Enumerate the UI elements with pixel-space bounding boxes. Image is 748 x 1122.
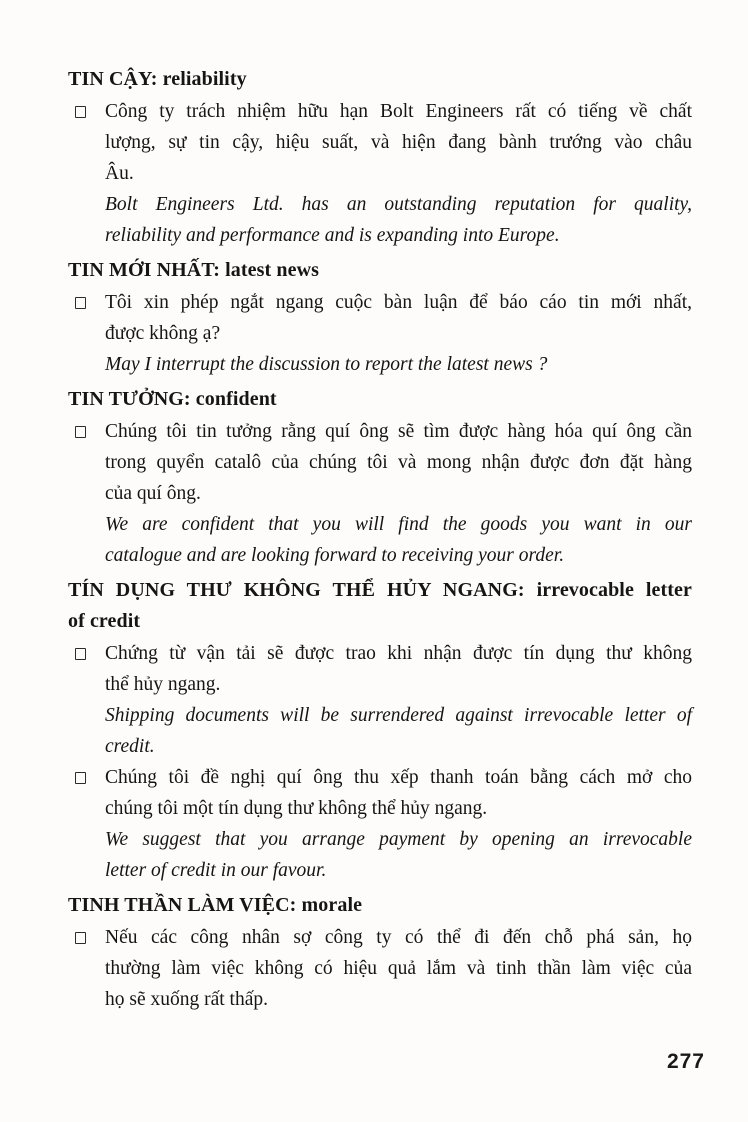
vietnamese-sentence-line: Chúng tôi tin tưởng rằng quí ông sẽ tìm được hàng hóa quí ông cần (105, 421, 692, 442)
english-translation-line: catalogue and are looking forward to receiving your order. (105, 545, 565, 566)
english-translation-line: letter of credit in our favour. (105, 860, 327, 881)
example-body (105, 922, 692, 1015)
vietnamese-sentence-line: Chứng từ vận tải sẽ được trao khi nhận được tín dụng thư không (105, 643, 692, 664)
example-item (68, 287, 692, 380)
entry-heading-line: TÍN DỤNG THƯ KHÔNG THỂ HỦY NGANG: irrevocable letter (68, 579, 692, 601)
bullet-marker-column (68, 638, 105, 660)
bullet-marker-column (68, 96, 105, 118)
open-square-bullet-icon (75, 932, 86, 944)
dictionary-entry (68, 384, 692, 571)
open-square-bullet-icon (75, 648, 86, 660)
vietnamese-sentence-line: Âu. (105, 163, 134, 184)
vietnamese-sentence-line: Tôi xin phép ngắt ngang cuộc bàn luận để báo cáo tin mới nhất, (105, 292, 692, 313)
english-translation-line: Shipping documents will be surrendered against irrevocable letter of (105, 705, 692, 726)
bullet-marker-column (68, 762, 105, 784)
vietnamese-sentence-line: được không ạ? (105, 323, 221, 344)
bullet-marker-column (68, 922, 105, 944)
entry-heading (68, 64, 692, 95)
dictionary-entry (68, 575, 692, 886)
entry-heading (68, 890, 692, 921)
example-item (68, 96, 692, 251)
entry-heading (68, 255, 692, 286)
vietnamese-sentence-line: thể hủy ngang. (105, 674, 221, 695)
example-body (105, 762, 692, 886)
english-translation-line: We are confident that you will find the goods you want in our (105, 514, 692, 535)
english-translation-line: We suggest that you arrange payment by opening an irrevocable (105, 829, 692, 850)
example-item (68, 922, 692, 1015)
open-square-bullet-icon (75, 297, 86, 309)
english-translation-line: May I interrupt the discussion to report the latest news ? (105, 354, 548, 375)
vietnamese-sentence-line: Nếu các công nhân sợ công ty có thể đi đến chỗ phá sản, họ (105, 927, 692, 948)
vietnamese-sentence-line: họ sẽ xuống rất thấp. (105, 989, 269, 1010)
english-translation-line: Bolt Engineers Ltd. has an outstanding reputation for quality, (105, 194, 692, 215)
dictionary-entry (68, 64, 692, 251)
open-square-bullet-icon (75, 426, 86, 438)
example-item (68, 638, 692, 762)
entry-heading (68, 384, 692, 415)
open-square-bullet-icon (75, 772, 86, 784)
bullet-marker-column (68, 287, 105, 309)
vietnamese-sentence-line: chúng tôi một tín dụng thư không thể hủy ngang. (105, 798, 488, 819)
english-translation-line: credit. (105, 736, 155, 757)
dictionary-entry (68, 890, 692, 1015)
vietnamese-sentence-line: lượng, sự tin cậy, hiệu suất, và hiện đang bành trướng vào châu (105, 132, 692, 153)
dictionary-entry (68, 255, 692, 380)
entry-heading-line: of credit (68, 610, 141, 632)
example-body (105, 96, 692, 251)
entry-heading (68, 575, 692, 637)
example-body (105, 416, 692, 571)
vietnamese-sentence-line: trong quyển catalô của chúng tôi và mong nhận được đơn đặt hàng (105, 452, 692, 473)
vietnamese-sentence-line: Chúng tôi đề nghị quí ông thu xếp thanh toán bằng cách mở cho (105, 767, 692, 788)
example-item (68, 416, 692, 571)
example-item (68, 762, 692, 886)
english-translation-line: reliability and performance and is expanding into Europe. (105, 225, 560, 246)
entry-heading-line: TIN MỚI NHẤT: latest news (68, 259, 320, 281)
example-body (105, 287, 692, 380)
example-body (105, 638, 692, 762)
vietnamese-sentence-line: Công ty trách nhiệm hữu hạn Bolt Engineers rất có tiếng về chất (105, 101, 692, 122)
vietnamese-sentence-line: của quí ông. (105, 483, 201, 504)
vietnamese-sentence-line: thường làm việc không có hiệu quả lắm và tinh thần làm việc của (105, 958, 692, 979)
entries (68, 64, 692, 1015)
bullet-marker-column (68, 416, 105, 438)
page-number: 277 (666, 1050, 705, 1073)
entry-heading-line: TIN CẬY: reliability (68, 68, 247, 90)
entry-heading-line: TINH THẦN LÀM VIỆC: morale (68, 894, 363, 916)
open-square-bullet-icon (75, 106, 86, 118)
entry-heading-line: TIN TƯỞNG: confident (68, 388, 277, 410)
